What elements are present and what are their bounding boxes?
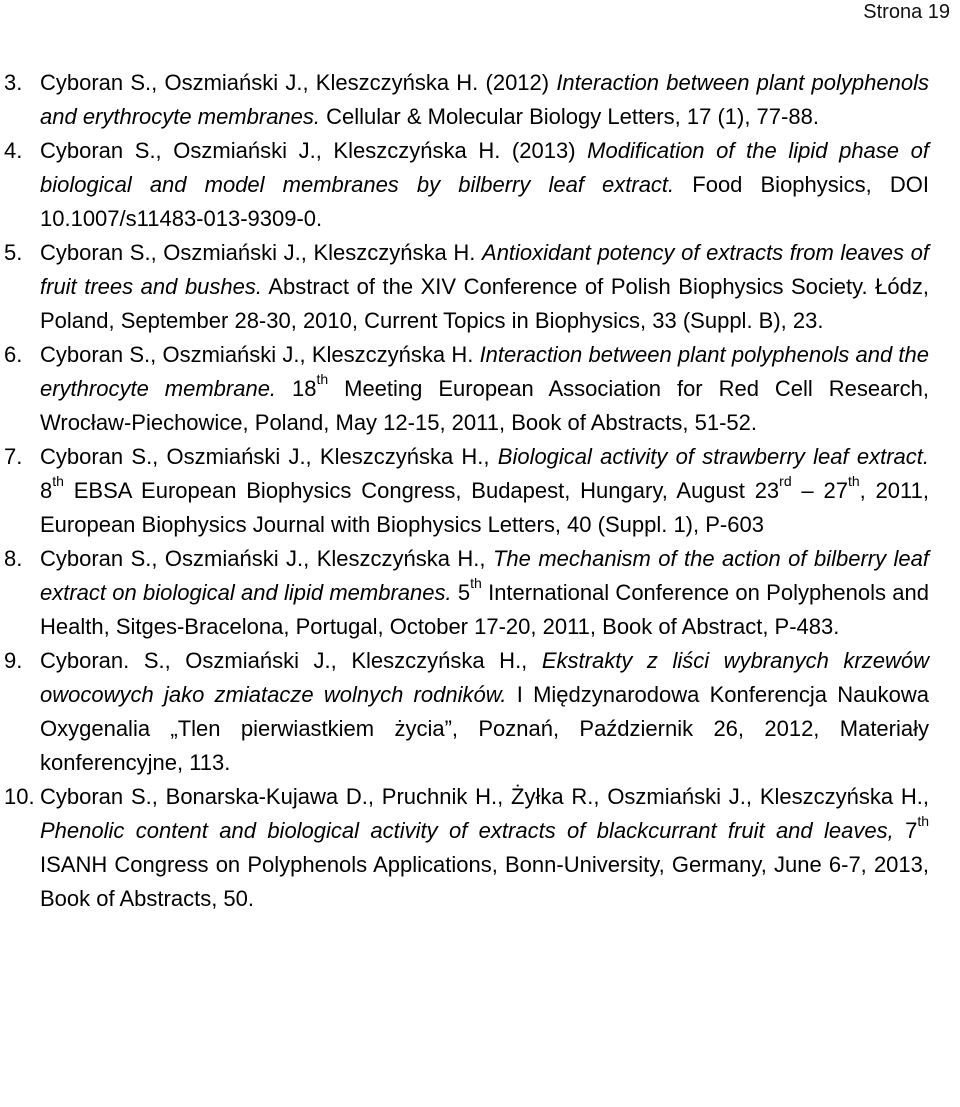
page-header: Strona 19 [863, 1, 950, 23]
reference-segment: Cyboran S., Oszmiański J., Kleszczyńska H., [40, 444, 498, 469]
reference-item [0, 542, 960, 644]
reference-segment: Cellular & Molecular Biology Letters, 17 (1), 77-88. [320, 104, 819, 129]
superscript: th [470, 575, 482, 591]
reference-text [40, 138, 929, 231]
reference-segment: – 27 [791, 478, 848, 503]
reference-number: 4. [4, 138, 23, 163]
reference-segment: 7 [893, 818, 918, 843]
reference-number: 3. [4, 70, 23, 95]
reference-item [0, 134, 960, 236]
reference-segment: Meeting European Association for Red Cell Research, Wrocław-Piechowice, Poland, May 12-15, 2011, Book of Abstracts, 51-52. [40, 376, 930, 435]
reference-number: 5. [4, 240, 23, 265]
reference-text [40, 444, 929, 537]
reference-item [0, 236, 960, 338]
reference-segment: Cyboran S., Oszmiański J., Kleszczyńska H. (2013) [40, 138, 588, 163]
reference-title: The mechanism of the action of bilberry leaf extract on biological and lipid membranes. [40, 546, 929, 605]
superscript: th [917, 813, 929, 829]
reference-number: 9. [4, 648, 23, 673]
reference-title: Interaction between plant polyphenols and the erythrocyte membrane. [40, 342, 929, 401]
reference-text [40, 784, 929, 911]
reference-segment: Abstract of the XIV Conference of Polish Biophysics Society. Łódz, Poland, September 28-30, 2010, Current Topics in Biophysics, 33 (Suppl. B), 23. [40, 274, 929, 333]
reference-item [0, 338, 960, 440]
reference-title: Modification of the lipid phase of biological and model membranes by bilberry leaf extract. [40, 138, 929, 197]
reference-segment: , 2011, European Biophysics Journal with Biophysics Letters, 40 (Suppl. 1), P-603 [40, 478, 929, 537]
superscript: rd [779, 473, 792, 489]
reference-item [0, 780, 960, 916]
reference-number: 10. [4, 784, 35, 809]
reference-list [0, 66, 960, 916]
reference-segment: Food Biophysics, DOI 10.1007/s11483-013-9309-0. [40, 172, 929, 231]
reference-item [0, 440, 960, 542]
reference-title: Ekstrakty z liści wybranych krzewów owocowych jako zmiatacze wolnych rodników. [40, 648, 929, 707]
reference-segment: International Conference on Polyphenols and Health, Sitges-Bracelona, Portugal, October 17-20, 2011, Book of Abstract, P-483. [40, 580, 929, 639]
superscript: th [52, 473, 64, 489]
reference-segment: Cyboran S., Bonarska-Kujawa D., Pruchnik H., Żyłka R., Oszmiański J., Kleszczyńska H., [40, 784, 929, 809]
reference-item [0, 644, 960, 780]
reference-title: Interaction between plant polyphenols and erythrocyte membranes. [40, 70, 929, 129]
reference-number: 7. [4, 444, 23, 469]
superscript: th [847, 473, 860, 489]
reference-text [40, 648, 929, 775]
reference-text [40, 70, 929, 129]
reference-segment: Cyboran S., Oszmiański J., Kleszczyńska H. [40, 240, 483, 265]
reference-number: 8. [4, 546, 23, 571]
reference-segment: Cyboran S., Oszmiański J., Kleszczyńska H. (2012) [40, 70, 557, 95]
reference-segment: 5 [451, 580, 471, 605]
reference-segment: ISANH Congress on Polyphenols Applications, Bonn-University, Germany, June 6-7, 2013, Book of Abstracts, 50. [40, 852, 929, 911]
reference-text [40, 240, 929, 333]
reference-segment: EBSA European Biophysics Congress, Budapest, Hungary, August 23 [63, 478, 780, 503]
reference-segment: 18 [276, 376, 317, 401]
reference-text [40, 342, 929, 435]
reference-segment: 8 [40, 478, 53, 503]
reference-number: 6. [4, 342, 23, 367]
reference-segment: Cyboran. S., Oszmiański J., Kleszczyńska H., [40, 648, 542, 673]
superscript: th [316, 371, 329, 387]
reference-title: Phenolic content and biological activity of extracts of blackcurrant fruit and leaves, [40, 818, 894, 843]
reference-segment: I Międzynarodowa Konferencja Naukowa Oxygenalia „Tlen pierwiastkiem życia”, Poznań, Październik 26, 2012, Materiały konferencyjne, 113. [40, 682, 929, 775]
reference-title: Antioxidant potency of extracts from leaves of fruit trees and bushes. [40, 240, 930, 299]
reference-segment: Cyboran S., Oszmiański J., Kleszczyńska H. [40, 342, 480, 367]
reference-text [40, 546, 929, 639]
reference-segment: Cyboran S., Oszmiański J., Kleszczyńska H., [40, 546, 493, 571]
reference-item [0, 66, 960, 134]
reference-title: Biological activity of strawberry leaf extract. [497, 444, 929, 469]
